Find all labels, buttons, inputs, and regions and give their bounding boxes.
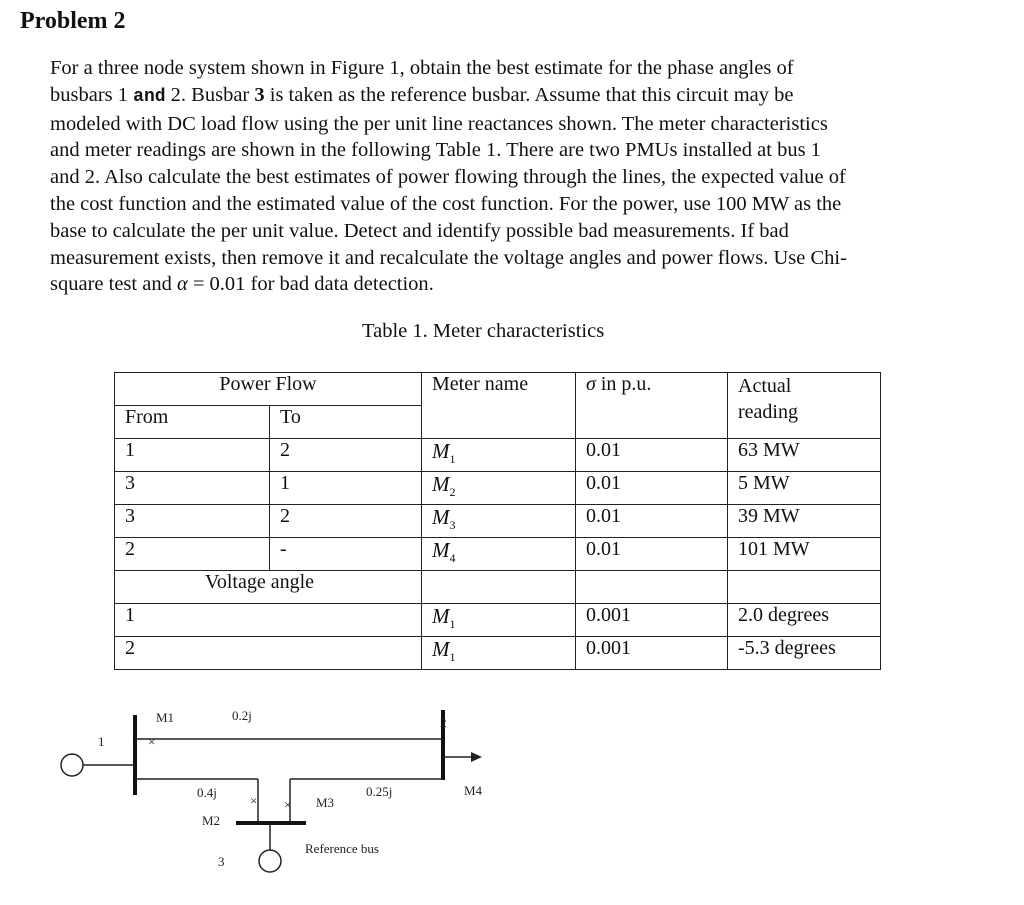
- meter-letter: M: [432, 505, 450, 529]
- table-row: [115, 604, 881, 637]
- statement-line-2: [50, 82, 960, 111]
- statement-line-5: and 2. Also calculate the best estimates of power flowing through the lines, the expected value of: [50, 166, 846, 189]
- statement-line-1: For a three node system shown in Figure 1, obtain the best estimate for the phase angles of: [50, 57, 794, 79]
- reading-cell: 5 MW: [728, 472, 881, 505]
- reactance-1-2-label: 0.2j: [232, 708, 252, 723]
- sigma-cell: 0.01: [576, 472, 728, 505]
- from-cell: 1: [115, 439, 270, 472]
- meter-letter: M: [432, 637, 450, 661]
- meter-m1-label: M1: [156, 710, 175, 725]
- meter-cell: [422, 472, 576, 505]
- generator-icon: [61, 754, 83, 776]
- empty-cell: [576, 571, 728, 604]
- actual-reading-header: [728, 373, 881, 439]
- reading-cell: 39 MW: [728, 505, 881, 538]
- statement-line-4: and meter readings are shown in the following Table 1. There are two PMUs installed at bus 1: [50, 139, 821, 162]
- meter-subscript: 2: [449, 485, 456, 500]
- meter-letter: M: [432, 538, 450, 562]
- sigma-cell: 0.001: [576, 604, 728, 637]
- meter-cell: [422, 505, 576, 538]
- table-row: [115, 637, 881, 670]
- reading-cell: 2.0 degrees: [728, 604, 881, 637]
- bus-2-label: 2: [440, 715, 447, 730]
- meter-m4-label: M4: [464, 783, 483, 798]
- reference-bus-label: Reference bus: [305, 841, 379, 856]
- from-header: From: [115, 406, 270, 439]
- sigma-header: σ in p.u.: [576, 373, 728, 439]
- empty-cell: [422, 571, 576, 604]
- meter-subscript: 1: [449, 617, 456, 632]
- statement-line-7: base to calculate the per unit value. Detect and identify possible bad measurements. If bad: [50, 219, 789, 242]
- table-row: [115, 439, 881, 472]
- sigma-cell: 0.001: [576, 637, 728, 670]
- reading-cell: -5.3 degrees: [728, 637, 881, 670]
- meter-cell: [422, 439, 576, 472]
- bus-3-label: 3: [218, 854, 225, 869]
- meter-subscript: 4: [449, 551, 456, 566]
- to-cell: 2: [270, 439, 422, 472]
- from-cell: 3: [115, 505, 270, 538]
- statement-line-3: modeled with DC load flow using the per unit line reactances shown. The meter characteristics: [50, 112, 828, 135]
- reference-generator-icon: [259, 850, 281, 872]
- meter-cell: [422, 538, 576, 571]
- to-header: To: [270, 406, 422, 439]
- statement-line-6: the cost function and the estimated value of the cost function. For the power, use 100 MW as the: [50, 192, 842, 215]
- table-row: [115, 472, 881, 505]
- statement-line-9: [50, 271, 960, 298]
- network-diagram: [0, 690, 560, 890]
- from-cell: 2: [115, 538, 270, 571]
- meter-m3-label: M3: [316, 795, 335, 810]
- load-arrow-icon: [471, 752, 482, 762]
- reference-bus-number: 3: [254, 83, 265, 106]
- text-fragment: square test and: [50, 273, 177, 296]
- table-row: [115, 538, 881, 571]
- voltage-angle-header-row: [115, 571, 881, 604]
- meter-name-header: Meter name: [422, 373, 576, 439]
- reading-cell: 63 MW: [728, 439, 881, 472]
- meter-cell: [422, 604, 576, 637]
- problem-title: Problem 2: [20, 8, 126, 34]
- header-text: reading: [738, 401, 798, 423]
- text-fragment: is taken as the reference busbar. Assume that this circuit may be: [264, 83, 794, 106]
- to-cell: 1: [270, 472, 422, 505]
- problem-statement: [50, 55, 960, 298]
- meter-letter: M: [432, 439, 450, 463]
- meter-subscript: 3: [449, 518, 456, 533]
- sigma-cell: 0.01: [576, 538, 728, 571]
- meter-m2-label: M2: [202, 813, 221, 828]
- table-row: [115, 505, 881, 538]
- to-cell: 2: [270, 505, 422, 538]
- meter-m2-cross: ×: [250, 793, 258, 808]
- meter-letter: M: [432, 472, 450, 496]
- meter-cell: [422, 637, 576, 670]
- reactance-1-3-label: 0.4j: [197, 785, 217, 800]
- sigma-symbol: σ: [586, 373, 596, 395]
- text-fragment: = 0.01 for bad data detection.: [187, 273, 434, 296]
- table-header-row: [115, 373, 881, 406]
- and-keyword: and: [133, 86, 166, 107]
- bus-1-label: 1: [98, 734, 105, 749]
- meter-table: [114, 372, 881, 670]
- meter-m1-cross: ×: [148, 734, 156, 749]
- meter-subscript: 1: [449, 650, 456, 665]
- sigma-cell: 0.01: [576, 439, 728, 472]
- bus-cell: 2: [115, 637, 422, 670]
- alpha-symbol: α: [176, 273, 188, 296]
- reading-cell: 101 MW: [728, 538, 881, 571]
- meter-letter: M: [432, 604, 450, 628]
- sigma-cell: 0.01: [576, 505, 728, 538]
- table-caption: Table 1. Meter characteristics: [362, 320, 605, 342]
- meter-m3-cross: ×: [284, 797, 292, 812]
- voltage-angle-header: Voltage angle: [115, 571, 422, 604]
- power-flow-header: Power Flow: [115, 373, 422, 406]
- reactance-3-2-label: 0.25j: [366, 784, 393, 799]
- empty-cell: [728, 571, 881, 604]
- statement-line-8: measurement exists, then remove it and recalculate the voltage angles and power flows. Use Chi-: [50, 246, 847, 269]
- to-cell: -: [270, 538, 422, 571]
- meter-subscript: 1: [449, 452, 456, 467]
- text-fragment: busbars 1: [50, 83, 134, 106]
- from-cell: 3: [115, 472, 270, 505]
- text-fragment: 2. Busbar: [165, 83, 255, 106]
- header-text: Actual: [738, 375, 792, 397]
- bus-cell: 1: [115, 604, 422, 637]
